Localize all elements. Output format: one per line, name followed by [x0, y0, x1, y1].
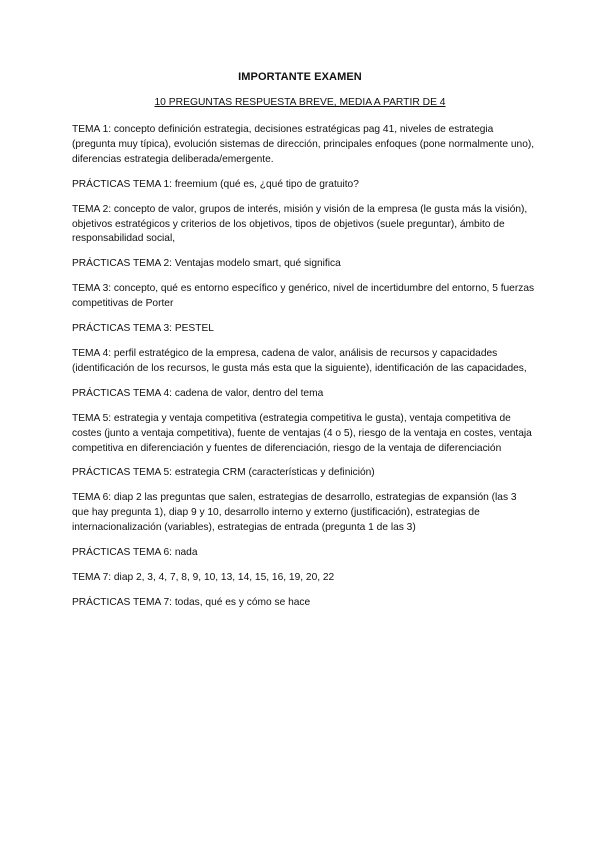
page-title: IMPORTANTE EXAMEN	[238, 71, 362, 83]
page-subtitle: 10 PREGUNTAS RESPUESTA BREVE, MEDIA A PARTIR DE 4	[154, 97, 446, 108]
paragraph-tema-7: TEMA 7: diap 2, 3, 4, 7, 8, 9, 10, 13, 14, 15, 16, 19, 20, 22	[72, 571, 335, 583]
paragraph-tema-6: TEMA 6: diap 2 las preguntas que salen, estrategias de desarrollo, estrategias de expansión (las 3 que hay pregunta 1), diap 9 y 10, desarrollo interno y externo (justificación), estrategias de internacionalización (variables), estrategias de entrada (pregunta 1 de las 3)	[72, 492, 517, 534]
paragraph-tema-2: TEMA 2: concepto de valor, grupos de interés, misión y visión de la empresa (le gusta más la visión), objetivos estratégicos y criterios de los objetivos, tipos de objetivos (suele preguntar), ámbito de responsabilidad social,	[72, 203, 528, 245]
paragraph-practicas-tema-4: PRÁCTICAS TEMA 4: cadena de valor, dentro del tema	[72, 387, 324, 399]
paragraph-tema-3: TEMA 3: concepto, qué es entorno específico y genérico, nivel de incertidumbre del entorno, 5 fuerzas competitivas de Porter	[72, 283, 535, 310]
document-body	[72, 123, 536, 621]
paragraph-practicas-tema-6: PRÁCTICAS TEMA 6: nada	[72, 547, 198, 559]
paragraph-tema-4: TEMA 4: perfil estratégico de la empresa, cadena de valor, análisis de recursos y capacidades (identificación de los recursos, le gusta más esta que la siguiente), identificación de las capacidades,	[72, 347, 527, 374]
paragraph-tema-5: TEMA 5: estrategia y ventaja competitiva (estrategia competitiva le gusta), ventaja competitiva de costes (junto a ventaja competitiva), fuente de ventajas (4 o 5), riesgo de la ventaja en costes, ventaja competitiva en diferenciación y fuentes de diferenciación, riesgo de la ventaja de diferenciación	[72, 412, 532, 454]
paragraph-practicas-tema-1: PRÁCTICAS TEMA 1: freemium (qué es, ¿qué tipo de gratuito?	[72, 178, 359, 190]
paragraph-practicas-tema-3: PRÁCTICAS TEMA 3: PESTEL	[72, 323, 214, 335]
paragraph-practicas-tema-5: PRÁCTICAS TEMA 5: estrategia CRM (características y definición)	[72, 467, 375, 479]
paragraph-practicas-tema-2: PRÁCTICAS TEMA 2: Ventajas modelo smart, qué significa	[72, 258, 341, 270]
paragraph-practicas-tema-7: PRÁCTICAS TEMA 7: todas, qué es y cómo se hace	[72, 596, 311, 608]
paragraph-tema-1: TEMA 1: concepto definición estrategia, decisiones estratégicas pag 41, niveles de estrategia (pregunta muy típica), evolución sistemas de dirección, principales enfoques (pone normalmente uno), diferencias estrategia deliberada/emergente.	[72, 124, 535, 165]
